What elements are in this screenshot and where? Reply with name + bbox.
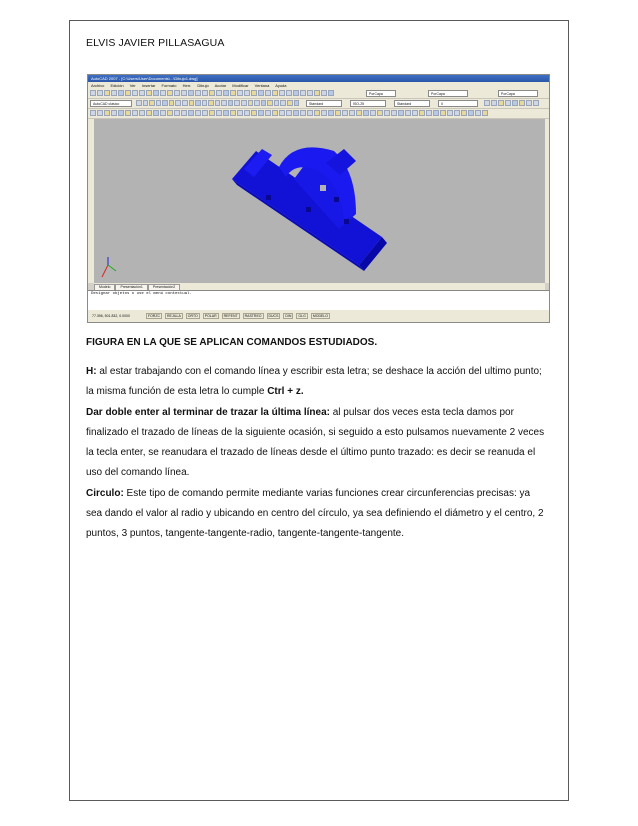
status-bar — [88, 310, 549, 322]
term-label: Circulo: — [86, 488, 124, 499]
status-toggle[interactable]: REFENT — [223, 314, 238, 318]
lineweight-combo[interactable]: PorCapa — [498, 90, 538, 97]
cad-menu-item[interactable]: Insertar — [141, 83, 156, 88]
status-toggle[interactable]: ORTO — [187, 314, 198, 318]
cad-menu-item[interactable]: Formato — [161, 83, 177, 88]
cad-toolbar-standard — [88, 89, 549, 99]
cad-toolbar-modify — [88, 109, 549, 119]
status-toggle[interactable]: FORZC — [147, 314, 160, 318]
paragraph-text: al estar trabajando con el comando línea y escribir esta letra; se deshace la acción del ultimo punto; la misma función de esta letra lo cumple — [86, 366, 542, 397]
table-style-combo[interactable]: Standard — [394, 100, 430, 107]
paragraph-h-command — [86, 362, 546, 402]
status-toggle[interactable]: DUCS — [268, 314, 279, 318]
color-combo[interactable]: PorCapa — [366, 90, 396, 97]
cad-menu-item[interactable]: Ventana — [254, 83, 270, 88]
cad-menu-item[interactable]: Dibujo — [197, 83, 209, 88]
coordinates-readout: 77.396, 501.832, 0.0000 — [92, 314, 130, 318]
autocad-screenshot — [87, 74, 550, 323]
tab-modelo[interactable]: Modelo — [94, 284, 115, 291]
status-toggle[interactable]: POLAR — [204, 314, 217, 318]
toolbar-buttons[interactable] — [136, 100, 299, 107]
cad-menu-item[interactable]: Acotar — [214, 83, 227, 88]
toolbar-buttons[interactable] — [90, 110, 547, 117]
tab-presentacion1[interactable]: Presentación1 — [115, 284, 147, 291]
command-line-text: Designar objetos o use el menú contextual. — [91, 292, 192, 296]
layout-tabs — [94, 283, 545, 290]
paragraph-text: al pulsar dos veces esta tecla damos por finalizado el trazado de líneas de la siguiente ocasión, si seguido a esto pulsamos nuevamente 2 veces la tecla enter, se reanudara el trazado de líneas desde el último punto trazado: es decir se reanuda el uso del comando línea. — [86, 407, 545, 478]
dim-style-combo[interactable]: ISO-25 — [350, 100, 386, 107]
cad-menu-item[interactable]: Ayuda — [275, 83, 287, 88]
toolbar-buttons[interactable] — [90, 90, 359, 97]
paragraph-circle — [86, 484, 546, 544]
cad-menu-item[interactable]: Ver — [129, 83, 136, 88]
workspace-combo[interactable]: AutoCAD clásico — [90, 100, 132, 107]
term-label: Dar doble enter al terminar de trazar la última línea: — [86, 407, 330, 418]
status-toggle[interactable]: DIN — [285, 314, 292, 318]
blue-3d-solid — [232, 147, 387, 271]
term-label: H: — [86, 366, 97, 377]
cad-menu-item[interactable]: Edición — [110, 83, 124, 88]
shortcut-label: Ctrl + z. — [267, 386, 304, 397]
cad-toolbar-styles — [88, 99, 549, 109]
tab-presentacion2[interactable]: Presentación2 — [148, 284, 180, 291]
status-toggle[interactable]: MODELO — [312, 314, 328, 318]
cad-title-bar: AutoCAD 2007 - [C:\Users\User\Documents\...\Dibujo1.dwg] — [88, 75, 549, 82]
paragraph-double-enter — [86, 403, 546, 483]
text-style-combo[interactable]: Standard — [306, 100, 342, 107]
ucs-axis-icon — [102, 257, 116, 277]
cad-menu-item[interactable]: Modificar — [232, 83, 249, 88]
status-toggle[interactable]: REJILLA — [166, 314, 181, 318]
command-line[interactable] — [88, 290, 549, 310]
cad-menu-item[interactable]: Herr. — [182, 83, 192, 88]
layer-combo[interactable]: 0 — [438, 100, 478, 107]
linetype-combo[interactable]: PorCapa — [428, 90, 468, 97]
figure-caption: FIGURA EN LA QUE SE APLICAN COMANDOS ESTUDIADOS. — [86, 337, 378, 348]
paragraph-text: Este tipo de comando permite mediante varias funciones crear circunferencias precisas: ya sea dando el valor al radio y ubicando en centro del círculo, ya sea definiendo el diámetro y el centro, 2 puntos, 3 puntos, tangente-tangente-radio, tangente-tangente-tangente. — [86, 488, 544, 539]
cad-menu-item[interactable]: Archivo — [91, 83, 105, 88]
cad-viewport[interactable] — [94, 119, 545, 283]
cad-menu-bar — [88, 82, 549, 89]
status-toggle[interactable]: GLG — [298, 314, 306, 318]
page-header-author: ELVIS JAVIER PILLASAGUA — [86, 37, 225, 49]
toolbar-buttons[interactable] — [484, 100, 547, 107]
cad-3d-model — [94, 119, 545, 283]
status-toggle[interactable]: RASTREO — [244, 314, 262, 318]
